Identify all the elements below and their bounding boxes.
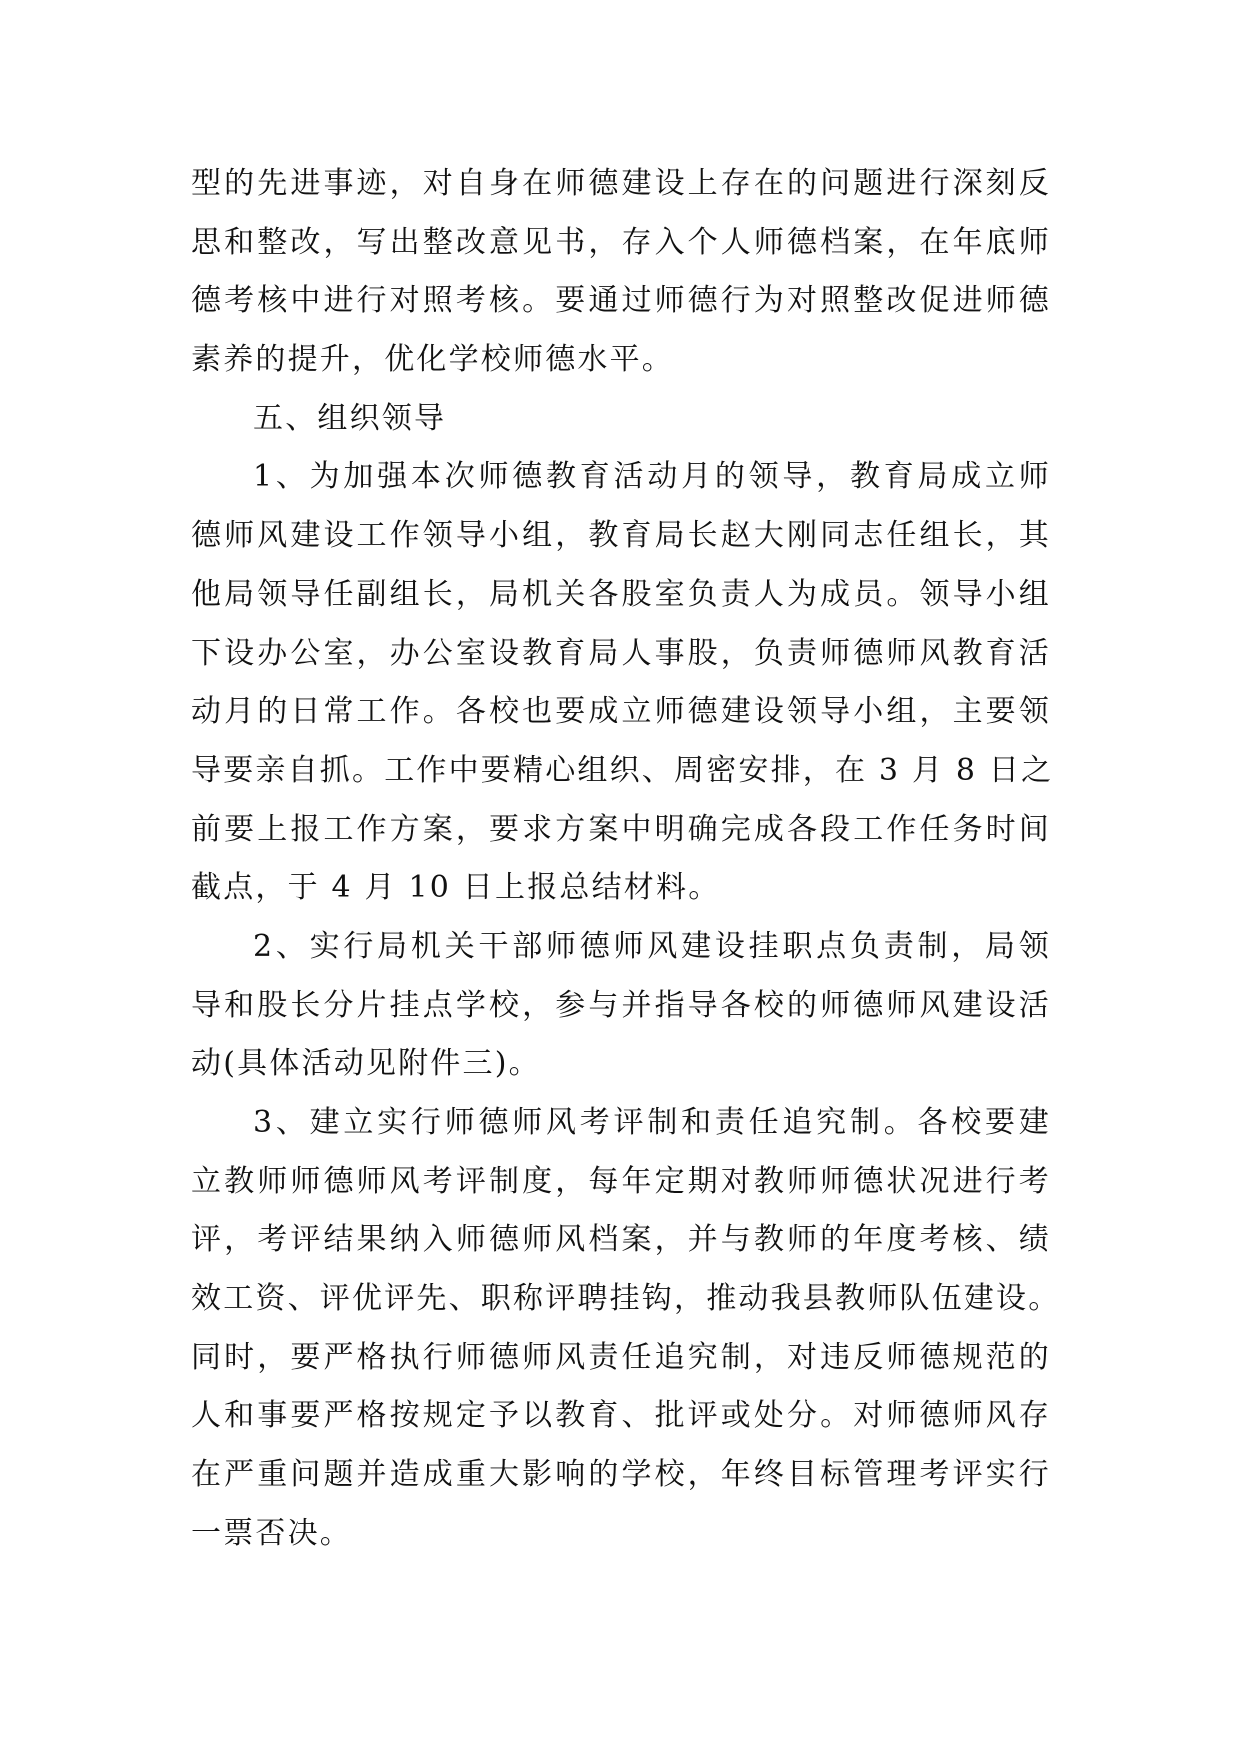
- text-line: 素养的提升，优化学校师德水平。: [191, 342, 674, 378]
- text-line: 在严重问题并造成重大影响的学校，年终目标管理考评实行: [191, 1457, 1051, 1493]
- text-line: 型的先进事迹，对自身在师德建设上存在的问题进行深刻反: [191, 166, 1051, 201]
- text-line: 立教师师德师风考评制度，每年定期对教师师德状况进行考: [191, 1163, 1051, 1199]
- text-line: 3、建立实行师德师风考评制和责任追究制。各校要建: [253, 1105, 1051, 1140]
- section-heading: 五、组织领导: [253, 400, 447, 436]
- text-line: 人和事要严格按规定予以教育、批评或处分。对师德师风存: [191, 1398, 1051, 1434]
- text-line: 同时，要严格执行师德师风责任追究制，对违反师德规范的: [191, 1339, 1051, 1375]
- text-line: 下设办公室，办公室设教育局人事股，负责师德师风教育活: [191, 635, 1051, 671]
- text-line: 动(具体活动见附件三)。: [191, 1046, 541, 1082]
- text-line: 一票否决。: [191, 1515, 352, 1551]
- text-line: 思和整改，写出整改意见书，存入个人师德档案，在年底师: [191, 224, 1051, 260]
- text-line: 动月的日常工作。各校也要成立师德建设领导小组，主要领: [191, 694, 1051, 730]
- text-line: 德师风建设工作领导小组，教育局长赵大刚同志任组长，其: [191, 518, 1051, 554]
- text-line: 导要亲自抓。工作中要精心组织、周密安排，在 3 月 8 日之: [191, 752, 1054, 788]
- text-line: 他局领导任副组长，局机关各股室负责人为成员。领导小组: [191, 576, 1051, 612]
- document-body: [191, 155, 1061, 1564]
- text-line: 评，考评结果纳入师德师风档案，并与教师的年度考核、绩: [191, 1222, 1051, 1258]
- text-line: 前要上报工作方案，要求方案中明确完成各段工作任务时间: [191, 811, 1051, 847]
- text-line: 效工资、评优评先、职称评聘挂钩，推动我县教师队伍建设。: [191, 1281, 1061, 1317]
- text-line: 截点，于 4 月 10 日上报总结材料。: [191, 870, 721, 906]
- text-line: 1、为加强本次师德教育活动月的领导，教育局成立师: [253, 459, 1051, 495]
- text-line: 2、实行局机关干部师德师风建设挂职点负责制，局领: [253, 928, 1051, 964]
- text-line: 德考核中进行对照考核。要通过师德行为对照整改促进师德: [191, 283, 1051, 319]
- text-line: 导和股长分片挂点学校，参与并指导各校的师德师风建设活: [191, 987, 1051, 1023]
